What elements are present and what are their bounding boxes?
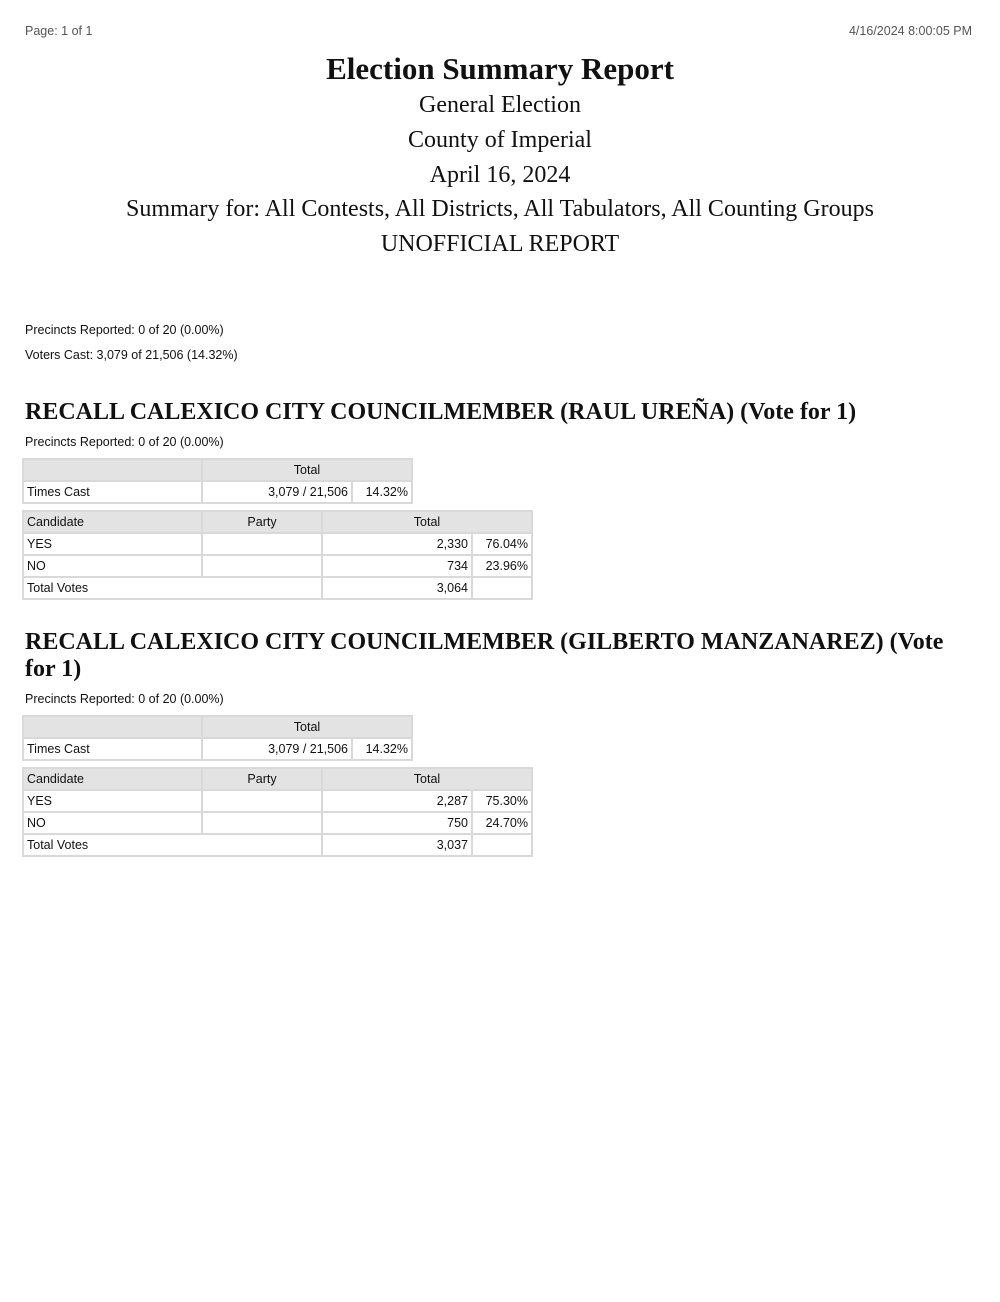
candidate-pct: 76.04% — [472, 533, 532, 555]
candidate-name: NO — [23, 812, 202, 834]
page-header — [25, 24, 972, 38]
table-header-row — [23, 511, 532, 533]
election-date: April 16, 2024 — [429, 161, 571, 188]
times-cast-label: Times Cast — [23, 738, 202, 760]
candidate-name: YES — [23, 790, 202, 812]
total-votes-value: 3,064 — [322, 577, 472, 599]
report-title: Election Summary Report — [326, 51, 674, 86]
contest-gilberto-manzanarez — [25, 629, 965, 857]
total-header: Total — [202, 716, 412, 738]
county-name: County of Imperial — [408, 126, 592, 153]
candidate-name: YES — [23, 533, 202, 555]
candidate-pct: 24.70% — [472, 812, 532, 834]
times-cast-value: 3,079 / 21,506 — [202, 481, 352, 503]
candidate-table — [22, 767, 533, 857]
times-cast-row — [23, 738, 412, 760]
times-cast-table — [22, 458, 413, 504]
candidate-header: Candidate — [23, 511, 202, 533]
times-cast-table — [22, 715, 413, 761]
table-row — [23, 533, 532, 555]
contest-precincts-reported: Precincts Reported: 0 of 20 (0.00%) — [25, 692, 224, 706]
table-header-row — [23, 716, 412, 738]
party-header: Party — [202, 511, 322, 533]
times-cast-label: Times Cast — [23, 481, 202, 503]
overall-voters-cast: Voters Cast: 3,079 of 21,506 (14.32%) — [25, 348, 238, 362]
table-row — [23, 790, 532, 812]
table-header-row — [23, 459, 412, 481]
candidate-total: 734 — [322, 555, 472, 577]
total-votes-value: 3,037 — [322, 834, 472, 856]
candidate-table — [22, 510, 533, 600]
contest-precincts-reported: Precincts Reported: 0 of 20 (0.00%) — [25, 435, 224, 449]
table-row — [23, 555, 532, 577]
total-header: Total — [322, 511, 532, 533]
total-votes-row — [23, 577, 532, 599]
overall-stats — [25, 318, 238, 368]
candidate-party — [202, 790, 322, 812]
candidate-party — [202, 555, 322, 577]
times-cast-value: 3,079 / 21,506 — [202, 738, 352, 760]
election-name: General Election — [419, 92, 581, 118]
candidate-name: NO — [23, 555, 202, 577]
times-cast-pct: 14.32% — [352, 738, 412, 760]
overall-precincts-reported: Precincts Reported: 0 of 20 (0.00%) — [25, 323, 224, 337]
candidate-pct: 23.96% — [472, 555, 532, 577]
contest-title: RECALL CALEXICO CITY COUNCILMEMBER (GILBERTO MANZANAREZ) (Vote for 1) — [25, 629, 944, 682]
candidate-header: Candidate — [23, 768, 202, 790]
total-votes-row — [23, 834, 532, 856]
page-number: Page: 1 of 1 — [25, 24, 93, 38]
total-votes-label: Total Votes — [23, 834, 322, 856]
candidate-party — [202, 533, 322, 555]
total-header: Total — [322, 768, 532, 790]
report-status: UNOFFICIAL REPORT — [380, 231, 620, 258]
total-header: Total — [202, 459, 412, 481]
total-votes-label: Total Votes — [23, 577, 322, 599]
report-timestamp: 4/16/2024 8:00:05 PM — [848, 24, 972, 38]
party-header: Party — [202, 768, 322, 790]
times-cast-row — [23, 481, 412, 503]
candidate-pct: 75.30% — [472, 790, 532, 812]
times-cast-pct: 14.32% — [352, 481, 412, 503]
contest-raul-urena — [25, 399, 965, 600]
contest-title: RECALL CALEXICO CITY COUNCILMEMBER (RAUL UREÑA) (Vote for 1) — [25, 399, 857, 425]
candidate-party — [202, 812, 322, 834]
candidate-total: 2,287 — [322, 790, 472, 812]
report-title-block — [0, 50, 1000, 262]
total-votes-pct — [472, 834, 532, 856]
total-votes-pct — [472, 577, 532, 599]
header-blank — [23, 459, 202, 481]
table-header-row — [23, 768, 532, 790]
candidate-total: 2,330 — [322, 533, 472, 555]
header-blank — [23, 716, 202, 738]
table-row — [23, 812, 532, 834]
candidate-total: 750 — [322, 812, 472, 834]
summary-scope: Summary for: All Contests, All Districts, All Tabulators, All Counting Groups — [126, 196, 874, 223]
